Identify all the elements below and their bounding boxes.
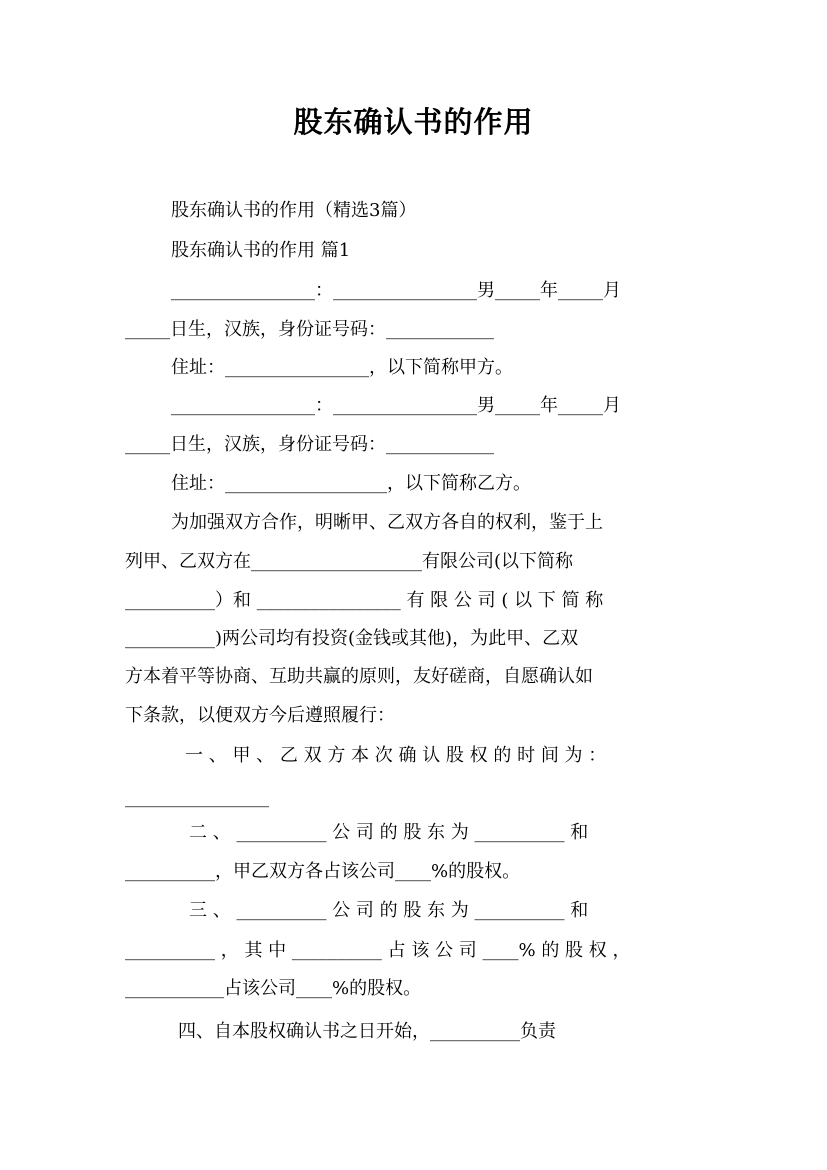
clause-one-blank: ________________ bbox=[125, 787, 269, 808]
clause-two: 二 、 __________ 公 司 的 股 东 为 __________ 和 bbox=[189, 822, 589, 843]
paragraph-line: __________)两公司均有投资(金钱或其他)，为此甲、乙双 bbox=[125, 628, 579, 649]
party-b-name-line: ________________：________________男_____年_____月 bbox=[171, 395, 621, 416]
clause-three-end: ___________占该公司____%的股权。 bbox=[125, 978, 422, 999]
paragraph-line: 为加强双方合作，明晰甲、乙双方各自的权利，鉴于上 bbox=[171, 512, 603, 533]
paragraph-line: 列甲、乙双方在___________________有限公司(以下简称 bbox=[125, 551, 574, 572]
party-b-address-line: 住址：__________________，以下简称乙方。 bbox=[171, 473, 531, 494]
section-heading: 股东确认书的作用 篇1 bbox=[171, 240, 351, 261]
party-a-address-line: 住址：________________，以下简称甲方。 bbox=[171, 357, 513, 378]
subtitle: 股东确认书的作用（精选3篇） bbox=[171, 200, 417, 221]
party-a-id-line: _____日生，汉族，身份证号码：____________ bbox=[125, 319, 494, 340]
party-a-name-line: ________________：________________男_____年_____月 bbox=[171, 280, 621, 301]
clause-two-cont: __________，甲乙双方各占该公司____%的股权。 bbox=[125, 861, 521, 882]
paragraph-line: 方本着平等协商、互助共赢的原则，友好磋商，自愿确认如 bbox=[125, 666, 593, 687]
clause-three: 三 、 __________ 公 司 的 股 东 为 __________ 和 bbox=[189, 900, 589, 921]
document-title: 股东确认书的作用 bbox=[293, 105, 534, 139]
clause-one: 一 、 甲 、 乙 双 方 本 次 确 认 股 权 的 时 间 为 ： bbox=[185, 745, 607, 766]
clause-three-cont: __________ ， 其 中 __________ 占 该 公 司 ____% 的 股 权 ， bbox=[125, 940, 631, 961]
clause-four: 四、自本股权确认书之日开始，__________负责 bbox=[178, 1021, 556, 1042]
paragraph-line: __________）和 ________________ 有 限 公 司 ( 以 下 简 称 bbox=[125, 590, 604, 611]
paragraph-line: 下条款，以便双方今后遵照履行： bbox=[125, 705, 395, 726]
party-b-id-line: _____日生，汉族，身份证号码：____________ bbox=[125, 434, 494, 455]
